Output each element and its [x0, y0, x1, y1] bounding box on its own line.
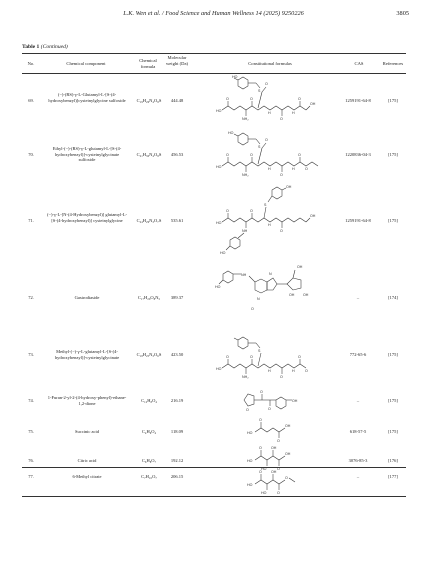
svg-text:HO: HO — [261, 467, 267, 471]
row-73-weight: 423.50 — [170, 352, 184, 357]
svg-text:O: O — [250, 153, 253, 157]
row-77-ref: [177] — [388, 474, 398, 479]
svg-text:OH: OH — [286, 185, 292, 189]
svg-text:NH: NH — [242, 229, 248, 233]
svg-text:NH₂: NH₂ — [242, 117, 249, 121]
svg-text:O: O — [305, 369, 308, 373]
row-70-ref: [175] — [388, 152, 398, 157]
row-72-ref: [174] — [388, 295, 398, 300]
row-71-formula: C₂₄H₂₉N₃O₇S — [136, 218, 162, 223]
svg-text:O: O — [246, 408, 249, 412]
row-70-cas: 1220836-04-3 — [345, 152, 371, 157]
row-72-formula: C₁₇H₂₀O₈N₅ — [137, 295, 161, 300]
row-71-cas: 1259191-64-8 — [345, 218, 371, 223]
row-69-formula: C₁₉H₂₆N₄O₈S — [136, 98, 162, 103]
svg-text:OH: OH — [310, 214, 316, 218]
running-citation: L.K. Wen et al. / Food Science and Human Wellness 14 (2025) 9250226 — [123, 10, 304, 17]
svg-text:O: O — [259, 446, 262, 450]
svg-text:O: O — [259, 418, 262, 422]
svg-text:O: O — [265, 82, 268, 86]
col-header-structure: Constitutional formulas — [248, 61, 292, 66]
structure-72 — [215, 262, 325, 334]
row-72-weight: 389.37 — [170, 295, 184, 300]
svg-text:HO: HO — [232, 75, 238, 79]
row-75-no: 75. — [28, 429, 34, 434]
svg-text:OH: OH — [292, 399, 298, 403]
row-75-name: Succinic acid — [74, 429, 100, 434]
svg-text:H: H — [268, 223, 271, 227]
structure-69 — [210, 74, 330, 124]
svg-text:N: N — [269, 272, 272, 276]
svg-text:OH: OH — [285, 452, 291, 456]
row-73-formula: C₁₈H₂₅N₃O₆S — [136, 352, 162, 357]
row-69-weight: 444.48 — [170, 98, 184, 103]
col-header-cas: CAS — [354, 61, 364, 66]
svg-text:O: O — [226, 153, 229, 157]
svg-text:O: O — [226, 209, 229, 213]
row-74-no: 74. — [28, 398, 34, 403]
col-header-no: No. — [27, 61, 35, 66]
svg-text:O: O — [226, 355, 229, 359]
svg-text:OH: OH — [303, 293, 309, 297]
row-74-formula: C₁₂H₈O₄ — [141, 398, 157, 403]
row-71-name: (−)-γ-L-[N-(4-Hydroxybenzyl)] glutamyl-L-[S-(4-hydroxybenzyl)] cysteinylglycine — [46, 212, 128, 223]
row-74-cas: – — [356, 398, 360, 403]
row-71-no: 71. — [28, 218, 34, 223]
svg-text:OH: OH — [271, 470, 277, 474]
row-76-no: 76. — [28, 458, 34, 463]
svg-text:S: S — [258, 349, 261, 353]
svg-text:S: S — [264, 203, 267, 207]
row-77-formula: C₇H₁₀O₇ — [141, 474, 157, 479]
svg-text:O: O — [250, 209, 253, 213]
svg-text:O: O — [277, 467, 280, 471]
row-77-no: 77. — [28, 474, 34, 479]
svg-text:S: S — [258, 89, 261, 93]
svg-text:HO: HO — [215, 285, 221, 289]
svg-text:O: O — [280, 173, 283, 177]
row-75-formula: C₄H₆O₄ — [141, 429, 157, 434]
svg-text:HO: HO — [247, 459, 253, 463]
table-bottom-rule — [22, 467, 406, 468]
svg-text:O: O — [298, 153, 301, 157]
table-final-rule — [22, 496, 406, 497]
row-71-weight: 535.61 — [170, 218, 184, 223]
svg-text:HO: HO — [216, 221, 222, 225]
row-76-cas: 3076-85-3 — [348, 458, 368, 463]
row-77-weight: 206.15 — [170, 474, 184, 479]
page-number: 3805 — [396, 10, 409, 17]
svg-text:O: O — [298, 97, 301, 101]
page-header — [0, 10, 427, 22]
svg-text:OH: OH — [271, 446, 277, 450]
svg-text:NH: NH — [241, 273, 247, 277]
svg-text:H: H — [292, 111, 295, 115]
row-76-formula: C₆H₈O₇ — [141, 458, 157, 463]
row-73-cas: 772-65-6 — [349, 352, 367, 357]
table-title — [22, 44, 68, 50]
svg-text:O: O — [285, 476, 288, 480]
col-header-component: Chemical component — [66, 61, 106, 66]
structure-70 — [210, 130, 330, 180]
table-label: Table 1 — [22, 44, 40, 50]
row-70-name: Ethyl-(−)-(RS)-γ-L-glutamyl-L-[S-(4-hydroxybenzyl)]-cysteinylglycinate sulfoxide — [52, 146, 122, 163]
svg-text:HO: HO — [216, 165, 222, 169]
svg-text:O: O — [260, 390, 263, 394]
svg-text:O: O — [280, 375, 283, 379]
svg-text:OH: OH — [310, 102, 316, 106]
svg-text:O: O — [250, 97, 253, 101]
col-header-weight: Molecular weight (Da) — [165, 55, 189, 66]
svg-text:O: O — [280, 229, 283, 233]
structure-74 — [240, 388, 310, 412]
svg-text:HO: HO — [261, 491, 267, 495]
svg-text:H: H — [268, 167, 271, 171]
row-72-no: 72. — [28, 295, 34, 300]
svg-text:OH: OH — [285, 424, 291, 428]
row-70-weight: 456.53 — [170, 152, 184, 157]
svg-text:H: H — [292, 167, 295, 171]
row-69-no: 69. — [28, 98, 34, 103]
structure-75 — [245, 418, 305, 444]
svg-text:O: O — [259, 470, 262, 474]
svg-text:NH₂: NH₂ — [242, 173, 249, 177]
svg-text:S: S — [258, 145, 261, 149]
row-69-cas: 1259191-64-8 — [345, 98, 371, 103]
svg-text:HO: HO — [228, 131, 234, 135]
svg-text:HO: HO — [216, 109, 222, 113]
row-72-cas: – — [356, 295, 360, 300]
row-75-cas: 618-57-5 — [349, 429, 367, 434]
row-73-ref: [175] — [388, 352, 398, 357]
row-76-weight: 192.12 — [170, 458, 184, 463]
svg-text:H: H — [292, 369, 295, 373]
row-74-name: 1-Furan-2-yl-2-(4-hydroxy-phenyl)-ethane-1,2-dione — [47, 395, 127, 406]
svg-text:HO: HO — [247, 483, 253, 487]
row-74-weight: 216.19 — [170, 398, 184, 403]
row-72-name: Gastrodiaside — [74, 295, 100, 300]
svg-text:O: O — [305, 167, 308, 171]
svg-text:O: O — [226, 97, 229, 101]
svg-text:O: O — [250, 355, 253, 359]
structure-77 — [245, 470, 305, 498]
svg-text:O: O — [277, 491, 280, 495]
svg-text:O: O — [251, 307, 254, 311]
row-77-cas: – — [356, 474, 360, 479]
col-header-formula: Chemical formula — [139, 58, 157, 69]
row-69-ref: [175] — [388, 98, 398, 103]
structure-71 — [210, 184, 330, 256]
row-70-no: 70. — [28, 152, 34, 157]
structure-73 — [210, 336, 330, 384]
svg-text:NH₂: NH₂ — [242, 375, 249, 379]
row-71-ref: [175] — [388, 218, 398, 223]
svg-text:O: O — [268, 407, 271, 411]
row-73-name: Methyl-(−)-γ-L-glutamyl-L-[S-(4-hydroxybenzyl)]-cysteinylglycinate — [54, 349, 120, 360]
svg-text:N: N — [257, 297, 260, 301]
svg-text:O: O — [298, 355, 301, 359]
svg-text:O: O — [265, 138, 268, 142]
col-header-refs: References — [382, 61, 404, 66]
svg-text:HO: HO — [220, 251, 226, 255]
row-73-no: 73. — [28, 352, 34, 357]
row-76-name: Citric acid — [77, 458, 97, 463]
row-74-ref: [175] — [388, 398, 398, 403]
svg-text:HO: HO — [247, 431, 253, 435]
table-top-rule — [22, 53, 406, 54]
row-69-name: (−)-(RS)-γ-L-Glutamyl-L-[S-(4-hydroxybenzyl)]cysteinylglycine sulfoxide — [48, 92, 126, 103]
row-70-formula: C₂₁H₃₀N₄O₈S — [136, 152, 162, 157]
row-77-name: 6-Methyl citrate — [72, 474, 102, 479]
svg-text:H: H — [268, 111, 271, 115]
row-75-ref: [175] — [388, 429, 398, 434]
table-title-suffix: (Continued) — [39, 44, 68, 50]
svg-text:OH: OH — [289, 293, 295, 297]
svg-text:H: H — [268, 369, 271, 373]
row-76-ref: [176] — [388, 458, 398, 463]
svg-text:O: O — [280, 117, 283, 121]
row-75-weight: 118.09 — [170, 429, 184, 434]
svg-text:HO: HO — [216, 367, 222, 371]
svg-text:OH: OH — [297, 265, 303, 269]
svg-text:O: O — [277, 439, 280, 443]
